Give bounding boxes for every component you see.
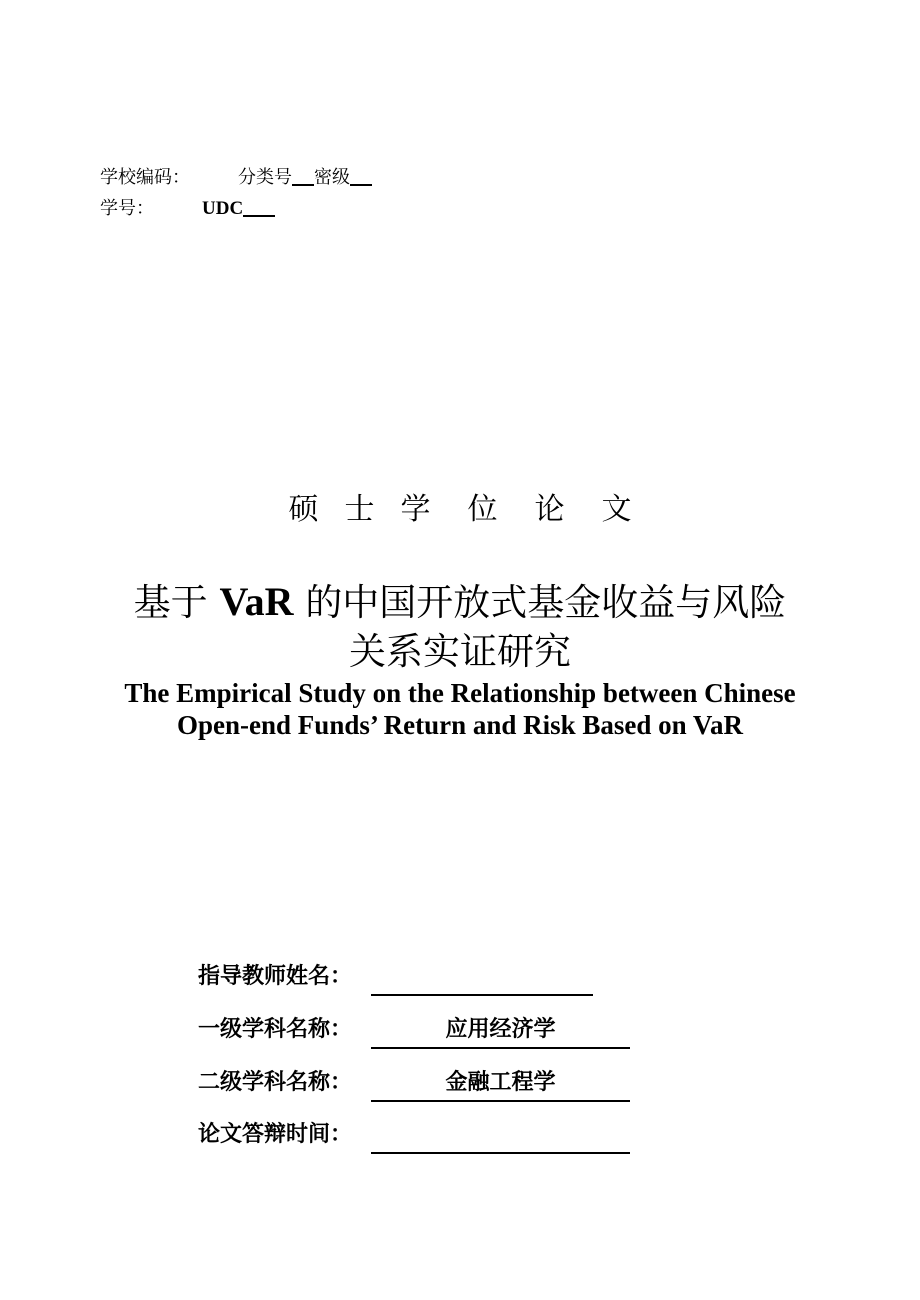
field-primary-discipline-value: 应用经济学 — [371, 1015, 630, 1049]
field-advisor-label: 指导教师姓名： — [198, 964, 353, 989]
title-cn-line-1 — [0, 580, 920, 625]
degree-char: 士 — [344, 492, 375, 527]
title-cn-part1: 基于 — [133, 581, 208, 624]
secret-level-blank — [350, 166, 372, 186]
field-primary-discipline — [198, 1015, 630, 1051]
degree-char: 论 — [534, 492, 565, 527]
degree-char: 硕 — [288, 492, 319, 527]
degree-heading — [0, 484, 920, 528]
field-advisor-value — [371, 962, 593, 996]
field-defense-date — [198, 1120, 630, 1156]
school-code-label: 学校编码： — [100, 167, 190, 188]
degree-char: 学 — [400, 492, 431, 527]
field-primary-discipline-label: 一级学科名称： — [198, 1017, 353, 1042]
udc-blank — [243, 197, 275, 217]
field-secondary-discipline-label: 二级学科名称： — [198, 1070, 353, 1095]
title-cn-part2: 的中国开放式基金收益与风险 — [305, 581, 787, 624]
student-number-label: 学号： — [100, 198, 154, 219]
degree-char: 文 — [601, 492, 632, 527]
title-cn-line-2 — [0, 630, 920, 674]
field-defense-date-label: 论文答辩时间： — [198, 1122, 353, 1147]
title-cn-var: VaR — [219, 579, 294, 624]
title-cn-line2-text: 关系实证研究 — [349, 630, 571, 673]
class-number-blank — [292, 166, 314, 186]
header-line-2 — [100, 197, 275, 220]
header-line-1 — [100, 166, 372, 189]
title-en-line-2: Open-end Funds’ Return and Risk Based on VaR — [177, 710, 743, 740]
class-number-label: 分类号 — [238, 167, 292, 188]
title-en-line-1: The Empirical Study on the Relationship between Chinese — [124, 678, 796, 708]
field-secondary-discipline-value: 金融工程学 — [371, 1068, 630, 1102]
field-defense-date-value — [371, 1120, 630, 1154]
udc-label: UDC — [202, 198, 244, 219]
field-secondary-discipline — [198, 1068, 630, 1104]
degree-char: 位 — [467, 492, 498, 527]
secret-level-label: 密级 — [314, 167, 350, 188]
field-advisor — [198, 962, 593, 998]
